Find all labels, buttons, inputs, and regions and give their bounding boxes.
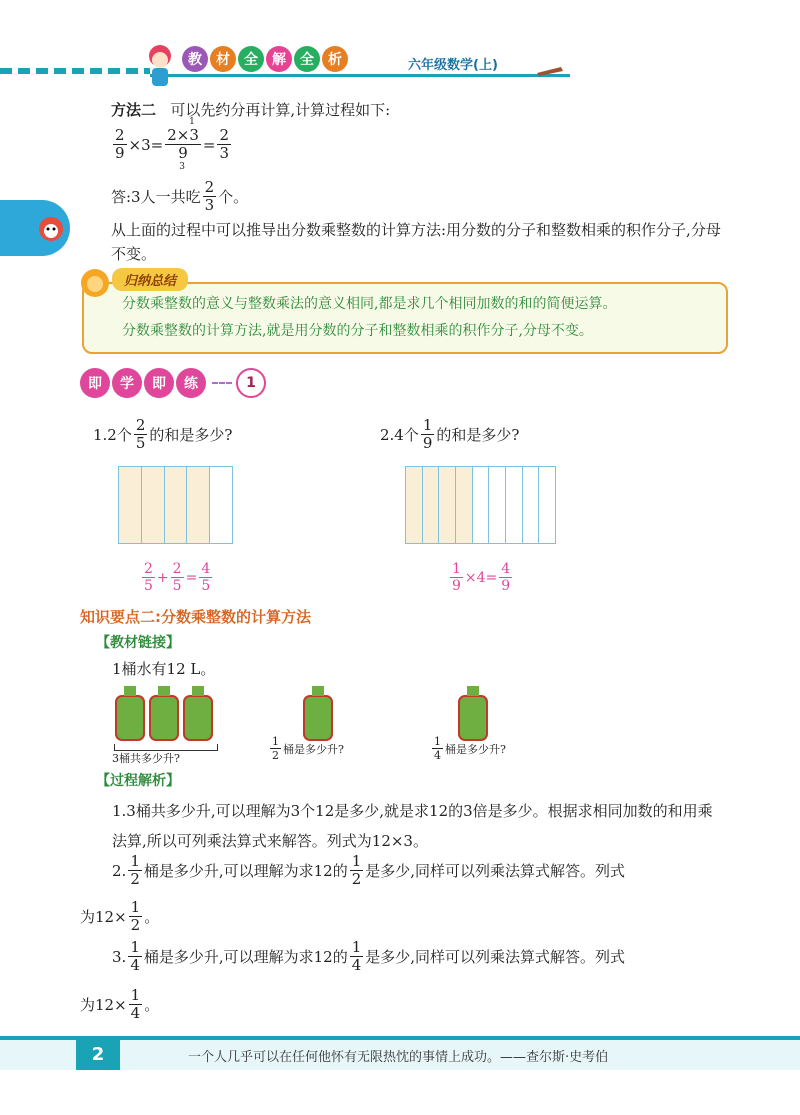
- bucket-label-three: 3桶共多少升?: [112, 752, 180, 765]
- practice-title-char: 学: [112, 368, 142, 398]
- bucket-label-quarter: $\frac{1}{4}$ 桶是多少升?: [434, 735, 506, 762]
- process-paragraph-3-cont: 为12× $\frac{1}{4}$ 。: [80, 986, 160, 1022]
- bar-segment: [539, 467, 555, 543]
- link-label: 【教材链接】: [96, 635, 180, 651]
- fraction: $\frac{1}{4}$: [351, 938, 362, 974]
- header-title-char: 材: [210, 46, 236, 72]
- fox-mascot-icon: [36, 212, 66, 248]
- fraction: $\frac{2}{5}$: [144, 561, 153, 594]
- header-stripe-left: [0, 68, 150, 74]
- pen-icon: [535, 62, 565, 81]
- header-series: 六年级数学(上): [408, 58, 498, 73]
- fraction: $\frac{1}{9}$: [452, 561, 461, 594]
- fraction: $\frac{1}{4}$: [130, 938, 140, 974]
- bar-segment: [119, 467, 142, 543]
- fraction: $\frac{1}{2}$: [351, 852, 362, 888]
- fraction: $\frac{2}{3}$: [204, 178, 215, 214]
- fraction: $\frac{2}{5}$: [135, 416, 146, 452]
- summary-line-1: 分数乘整数的意义与整数乘法的意义相同,都是求几个相同加数的和的简便运算。: [122, 296, 617, 312]
- fraction-bar-fifths: [118, 466, 233, 544]
- header-title-char: 析: [322, 46, 348, 72]
- bar-segment: [456, 467, 473, 543]
- practice-number: 1: [236, 368, 266, 398]
- fraction: $\frac{1}{9}$: [422, 416, 433, 452]
- method2-label: 方法二: [111, 101, 157, 119]
- knowledge-heading: 知识要点二:分数乘整数的计算方法: [80, 608, 312, 626]
- fraction: $\frac{4}{5}$: [201, 561, 211, 594]
- lion-mascot-icon: [78, 266, 112, 304]
- question-2: 2.4个 $\frac{1}{9}$ 的和是多少?: [380, 416, 520, 452]
- bar-segment: [473, 467, 490, 543]
- practice-title-char: 练: [176, 368, 206, 398]
- fraction: $\frac{1}{4}$: [434, 735, 441, 762]
- process-paragraph-2: 2. $\frac{1}{2}$ 桶是多少升,可以理解为求12的 $\frac{1}{2}$ 是多少,同样可以列乘法算式解答。列式: [112, 852, 626, 888]
- answer-1: $\frac{2}{5}$ + $\frac{2}{5}$ = $\frac{4}{5}$: [144, 561, 211, 594]
- bar-segment: [165, 467, 188, 543]
- header-title: [182, 46, 350, 72]
- bar-segment: [142, 467, 165, 543]
- bar-segment: [489, 467, 506, 543]
- answer-2: $\frac{1}{9}$ ×4= $\frac{4}{9}$: [452, 561, 511, 594]
- fraction: $\frac{1}{2}$: [130, 852, 140, 888]
- question-1: 1.2个 $\frac{2}{5}$ 的和是多少?: [93, 416, 233, 452]
- fraction-cancelled: 2×3 9 1 3: [167, 117, 199, 172]
- method2-equation: [111, 117, 233, 172]
- bar-segment: [523, 467, 540, 543]
- water-bottle-half: [300, 682, 336, 744]
- process-paragraph-3: 3. $\frac{1}{4}$ 桶是多少升,可以理解为求12的 $\frac{1}{4}$ 是多少,同样可以列乘法算式解答。列式: [112, 938, 626, 974]
- method2-intro: 可以先约分再计算,计算过程如下:: [170, 101, 391, 119]
- fraction-bar-ninths: [405, 466, 556, 544]
- footer-quote: 一个人几乎可以在任何他怀有无限热忱的事情上成功。——查尔斯·史考伯: [188, 1050, 609, 1065]
- header-title-char: 全: [294, 46, 320, 72]
- bar-segment: [506, 467, 523, 543]
- process-paragraph-1: 1.3桶共多少升,可以理解为3个12是多少,就是求12的3倍是多少。根据求相同加数的和用乘法算,所以可列乘法算式来解答。列式为12×3。: [112, 802, 713, 850]
- header-title-char: 全: [238, 46, 264, 72]
- bar-segment: [439, 467, 456, 543]
- derivation-text: 从上面的过程中可以推导出分数乘整数的计算方法:用分数的分子和整数相乘的积作分子,分母不变。: [111, 221, 721, 263]
- header-title-char: 解: [266, 46, 292, 72]
- practice-dash: [212, 382, 232, 384]
- process-label: 【过程解析】: [96, 773, 180, 789]
- fraction: $\frac{2}{3}$: [219, 126, 230, 162]
- eq-text: ×3=: [128, 135, 164, 154]
- answer-line: 答:3人一共吃 $\frac{2}{3}$ 个。: [111, 178, 249, 214]
- water-bottles-three: [110, 682, 220, 744]
- bar-segment: [187, 467, 210, 543]
- bar-segment: [210, 467, 232, 543]
- practice-header: [80, 368, 268, 398]
- mascot-girl-icon: [140, 42, 180, 90]
- bucket-label-half: $\frac{1}{2}$ 桶是多少升?: [272, 735, 344, 762]
- header: [0, 40, 800, 100]
- summary-title: 归纳总结: [112, 268, 188, 291]
- header-title-char: 教: [182, 46, 208, 72]
- link-text: 1桶水有12 L。: [112, 660, 216, 678]
- page-number: 2: [76, 1040, 120, 1070]
- water-bottle-quarter: [455, 682, 491, 744]
- header-stripe: [150, 74, 570, 77]
- eq-text: =: [202, 135, 216, 154]
- practice-title-char: 即: [80, 368, 110, 398]
- summary-line-2: 分数乘整数的计算方法,就是用分数的分子和整数相乘的积作分子,分母不变。: [122, 323, 593, 339]
- fraction: $\frac{4}{9}$: [501, 561, 511, 594]
- fraction: $\frac{1}{4}$: [130, 986, 141, 1022]
- fraction: $\frac{1}{2}$: [272, 735, 279, 762]
- bar-segment: [423, 467, 440, 543]
- method2-line: [111, 98, 390, 122]
- bar-segment: [406, 467, 423, 543]
- process-paragraph-2-cont: 为12× $\frac{1}{2}$ 。: [80, 898, 160, 934]
- fraction: $\frac{1}{2}$: [130, 898, 141, 934]
- fraction: $\frac{2}{9}$: [115, 126, 125, 162]
- fraction: $\frac{2}{5}$: [172, 561, 182, 594]
- practice-title-char: 即: [144, 368, 174, 398]
